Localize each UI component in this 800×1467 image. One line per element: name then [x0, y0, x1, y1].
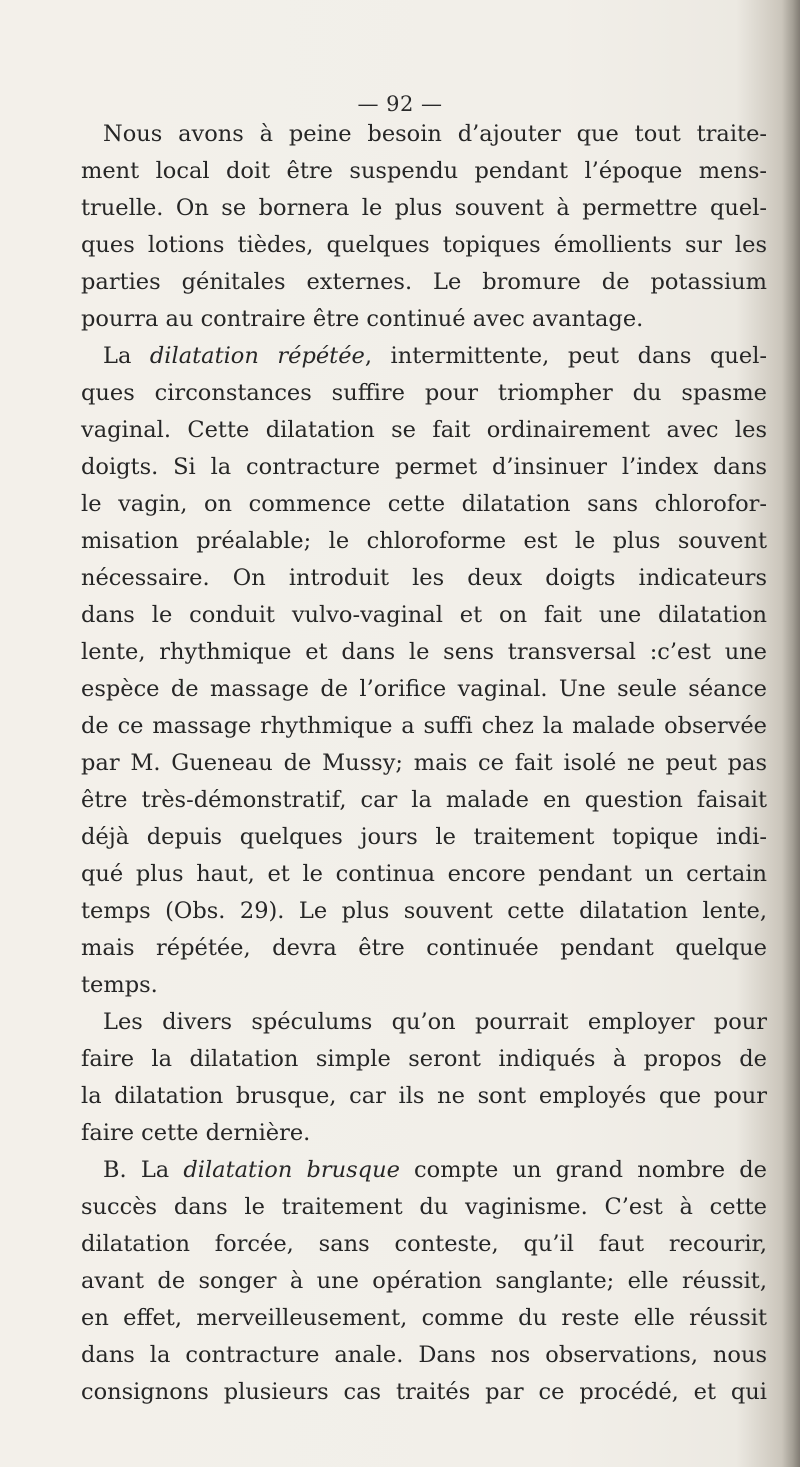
- text-run: La: [103, 343, 150, 369]
- text-run: consignons plusieurs cas traités par ce procédé, et qui: [81, 1379, 767, 1405]
- text-run: lente, rhythmique et dans le sens transversal :c’est une: [81, 639, 767, 665]
- text-run: par M. Gueneau de Mussy; mais ce fait isolé ne peut pas: [81, 750, 767, 776]
- text-line: [81, 375, 767, 412]
- text-run: mais répétée, devra être continuée pendant quelque: [81, 935, 767, 961]
- text-line: [81, 1337, 767, 1374]
- text-run: dans le conduit vulvo-vaginal et on fait une dilatation: [81, 602, 767, 628]
- text-line: [81, 153, 767, 190]
- text-line: [81, 227, 767, 264]
- text-line: [81, 745, 767, 782]
- text-run: espèce de massage de l’orifice vaginal. Une seule séance: [81, 676, 767, 702]
- text-line: [81, 523, 767, 560]
- text-run: truelle. On se bornera le plus souvent à permettre quel-: [81, 195, 767, 221]
- text-line: [81, 1263, 767, 1300]
- text-run: dilatation forcée, sans conteste, qu’il faut recourir,: [81, 1231, 767, 1257]
- text-run: nécessaire. On introduit les deux doigts indicateurs: [81, 565, 767, 591]
- text-run: faire la dilatation simple seront indiqués à propos de: [81, 1046, 767, 1072]
- text-run: vaginal. Cette dilatation se fait ordinairement avec les: [81, 417, 767, 443]
- text-line: [81, 967, 767, 1004]
- text-run: pourra au contraire être continué avec avantage.: [81, 306, 644, 332]
- text-run: déjà depuis quelques jours le traitement topique indi-: [81, 824, 767, 850]
- text-line: [81, 671, 767, 708]
- text-run: doigts. Si la contracture permet d’insinuer l’index dans: [81, 454, 767, 480]
- page-number: — 92 —: [357, 92, 443, 116]
- body-text: [81, 116, 767, 1411]
- text-run: de ce massage rhythmique a suffi chez la malade observée: [81, 713, 767, 739]
- text-line: [81, 338, 767, 375]
- text-line: [81, 560, 767, 597]
- text-line: [81, 1374, 767, 1411]
- text-line: [81, 1152, 767, 1189]
- italic-term: dilatation brusque: [183, 1157, 400, 1183]
- text-line: [81, 1078, 767, 1115]
- text-run: temps (Obs. 29). Le plus souvent cette dilatation lente,: [81, 898, 767, 924]
- text-line: [81, 1300, 767, 1337]
- text-run: succès dans le traitement du vaginisme. C’est à cette: [81, 1194, 767, 1220]
- text-line: [81, 819, 767, 856]
- text-run: parties génitales externes. Le bromure de potassium: [81, 269, 767, 295]
- text-run: qué plus haut, et le continua encore pendant un certain: [81, 861, 767, 887]
- text-run: , intermittente, peut dans quel-: [364, 343, 768, 369]
- text-line: [81, 634, 767, 671]
- text-line: [81, 486, 767, 523]
- text-run: ques lotions tièdes, quelques topiques émollients sur les: [81, 232, 767, 258]
- text-run: être très-démonstratif, car la malade en question faisait: [81, 787, 767, 813]
- text-run: avant de songer à une opération sanglante; elle réussit,: [81, 1268, 767, 1294]
- italic-term: dilatation répétée: [149, 343, 365, 369]
- text-run: misation préalable; le chloroforme est le plus souvent: [81, 528, 767, 554]
- text-line: [81, 708, 767, 745]
- text-run: Nous avons à peine besoin d’ajouter que tout traite-: [103, 121, 767, 147]
- text-line: [81, 301, 767, 338]
- text-line: [81, 893, 767, 930]
- text-line: [81, 1041, 767, 1078]
- text-run: compte un grand nombre de: [399, 1157, 767, 1183]
- text-line: [81, 1226, 767, 1263]
- text-line: [81, 116, 767, 153]
- text-run: B. La: [103, 1157, 184, 1183]
- text-run: Les divers spéculums qu’on pourrait employer pour: [103, 1009, 767, 1035]
- text-run: en effet, merveilleusement, comme du reste elle réussit: [81, 1305, 767, 1331]
- text-line: [81, 856, 767, 893]
- text-line: [81, 930, 767, 967]
- text-run: la dilatation brusque, car ils ne sont employés que pour: [81, 1083, 767, 1109]
- text-run: faire cette dernière.: [81, 1120, 311, 1146]
- page-edge-shadow: [782, 0, 800, 1467]
- text-run: temps.: [81, 972, 158, 998]
- text-line: [81, 1115, 767, 1152]
- text-line: [81, 449, 767, 486]
- text-line: [81, 782, 767, 819]
- text-run: le vagin, on commence cette dilatation sans chlorofor-: [81, 491, 767, 517]
- text-line: [81, 1004, 767, 1041]
- text-run: ment local doit être suspendu pendant l’époque mens-: [81, 158, 767, 184]
- text-line: [81, 597, 767, 634]
- text-line: [81, 264, 767, 301]
- text-run: ques circonstances suffire pour triompher du spasme: [81, 380, 767, 406]
- text-run: dans la contracture anale. Dans nos observations, nous: [81, 1342, 767, 1368]
- text-line: [81, 412, 767, 449]
- text-line: [81, 1189, 767, 1226]
- text-line: [81, 190, 767, 227]
